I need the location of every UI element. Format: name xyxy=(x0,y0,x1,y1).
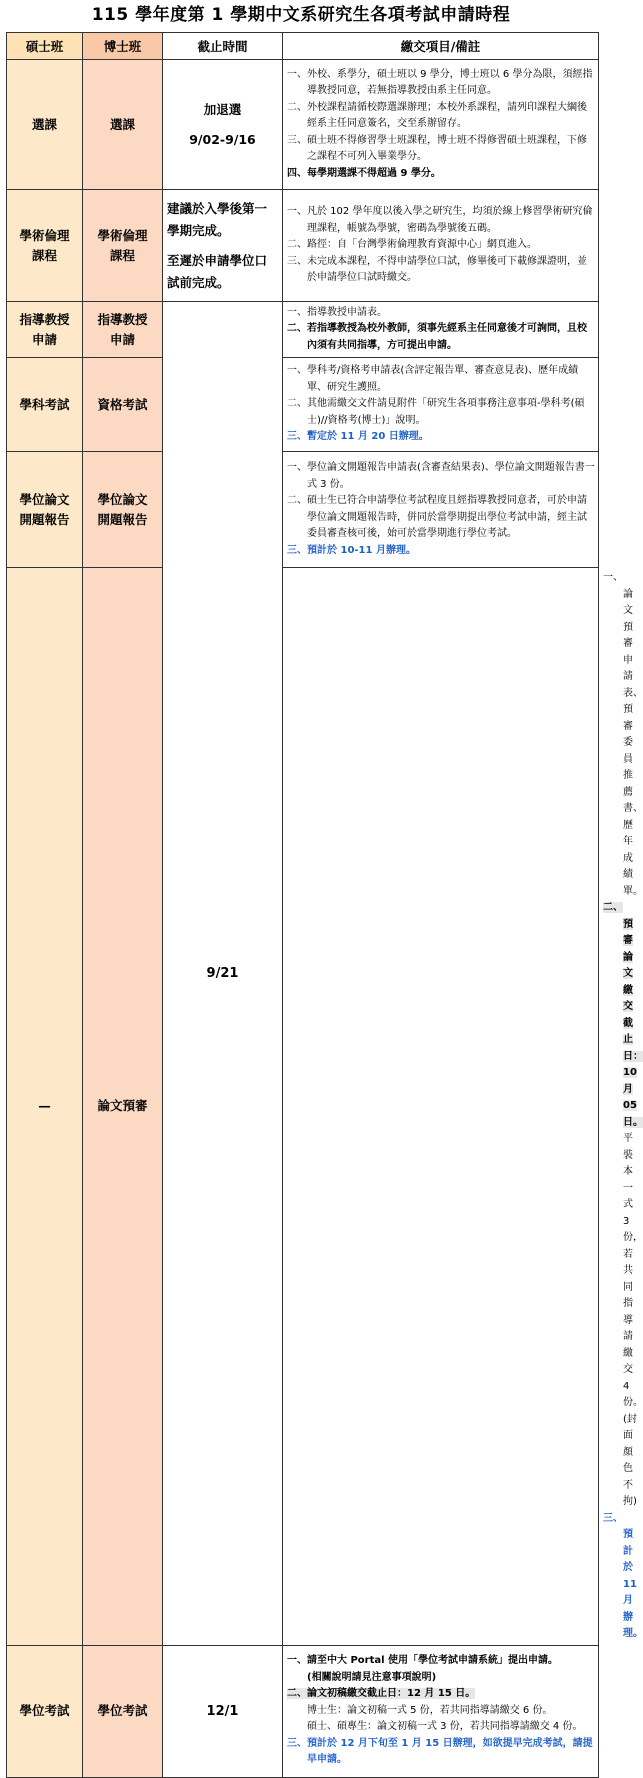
deadline-line: 建議於入學後第一學期完成。 xyxy=(167,200,268,238)
note-item: 三、預計於 11 月辦理。 xyxy=(603,1512,643,1639)
note-item: 二、路徑：自「台灣學術倫理教育資源中心」網頁進入。 xyxy=(287,239,537,251)
notes-cell xyxy=(283,302,599,358)
deadline-line: 至遲於申請學位口試前完成。 xyxy=(167,252,268,290)
phd-cell: 指導教授申請 xyxy=(83,302,163,358)
notes-cell xyxy=(283,60,599,190)
note-item: 一、學科考/資格考申請表(含評定報告單、審查意見表)、歷年成績單、研究生護照。 xyxy=(287,365,579,393)
note-item: 一、外校、系學分，碩士班以 9 學分，博士班以 6 學分為限，須經指導教授同意，若無指導教授由系主任同意。 xyxy=(287,68,593,97)
master-cell: 選課 xyxy=(7,60,83,190)
deadline-cell xyxy=(163,60,283,190)
header-notes: 繳交項目/備註 xyxy=(283,33,599,60)
note-item: 一、學位論文開題報告申請表(含審查結果表)、學位論文開題報告書一式 3 份。 xyxy=(287,462,595,490)
master-cell: — xyxy=(7,568,83,1646)
note-item: 平裝本一式 3 份，若共同指導請繳交 4 份。 (封面顏色不拘) xyxy=(623,1133,643,1507)
table-row-ethics-course xyxy=(7,190,599,302)
note-item: 一、論文預審申請表、預審委員推薦書、歷年成績單。 xyxy=(603,572,643,897)
note-item: 二、若指導教授為校外教師，須事先經系主任同意後才可詢問，且校內須有共同指導，方可提出申請。 xyxy=(287,323,587,351)
deadline-cell-empty xyxy=(283,568,599,1646)
master-cell: 指導教授申請 xyxy=(7,302,83,358)
note-item: 博士生：論文初稿一式 5 份，若共同指導請繳交 6 份。 xyxy=(307,1704,553,1716)
table-row-thesis-prereview xyxy=(7,568,599,1646)
note-item: 二、預審論文繳交截止日：10 月 05 日。 xyxy=(603,902,643,1128)
note-item: 三、預計於 10-11 月辦理。 xyxy=(287,544,416,556)
phd-cell: 資格考試 xyxy=(83,358,163,452)
phd-cell: 論文預審 xyxy=(83,568,163,1646)
note-item: 二、碩士生已符合申請學位考試程度且經指導教授同意者，可於申請學位論文開題報告時，併同於當學期提出學位考試申請，經主試委員審查核可後，始可於當學期進行學位考試。 xyxy=(287,495,587,539)
note-item: (相關說明請見注意事項說明) xyxy=(307,1671,437,1683)
note-item: 一、指導教授申請表。 xyxy=(287,306,387,318)
deadline-line: 加退選 xyxy=(203,101,242,117)
phd-cell: 學位考試 xyxy=(83,1645,163,1777)
note-item: 四、每學期選課不得超過 9 學分。 xyxy=(287,167,441,179)
header-deadline: 截止時間 xyxy=(163,33,283,60)
note-item: 三、暫定於 11 月 20 日辦理。 xyxy=(287,431,429,443)
table-row-degree-exam xyxy=(7,1645,599,1777)
master-cell: 學位論文開題報告 xyxy=(7,452,83,568)
table-row-advisor-application xyxy=(7,302,599,358)
note-item: 二、論文初稿繳交截止日：12 月 15 日。 xyxy=(287,1688,476,1700)
note-item: 三、碩士班不得修習學士班課程，博士班不得修習碩士班課程，下修之課程不可列入畢業學分。 xyxy=(287,134,587,163)
header-master: 碩士班 xyxy=(7,33,83,60)
deadline-line: 9/02-9/16 xyxy=(189,131,256,147)
notes-cell xyxy=(283,190,599,302)
page-title: 115 學年度第 1 學期中文系研究生各項考試申請時程 xyxy=(91,5,511,25)
table-header-row xyxy=(7,33,599,60)
notes-cell xyxy=(283,1645,599,1777)
deadline-cell xyxy=(163,190,283,302)
deadline-cell: 12/1 xyxy=(163,1645,283,1777)
phd-cell: 選課 xyxy=(83,60,163,190)
notes-cell xyxy=(283,452,599,568)
table-row-thesis-proposal xyxy=(7,452,599,568)
note-item: 碩士、碩專生：論文初稿一式 3 份，若共同指導請繳交 4 份。 xyxy=(307,1721,583,1733)
note-item: 三、預計於 12 月下旬至 1 月 15 日辦理，如欲提早完成考試，請提早申請。 xyxy=(287,1737,593,1766)
deadline-cell: 9/21 xyxy=(163,302,283,1646)
master-cell: 學術倫理課程 xyxy=(7,190,83,302)
phd-cell: 學術倫理課程 xyxy=(83,190,163,302)
header-phd: 博士班 xyxy=(83,33,163,60)
phd-cell: 學位論文開題報告 xyxy=(83,452,163,568)
schedule-table xyxy=(6,32,643,1778)
notes-cell xyxy=(283,358,599,452)
table-row-course-selection xyxy=(7,60,599,190)
master-cell: 學科考試 xyxy=(7,358,83,452)
table-row-qualifying-exam xyxy=(7,358,599,452)
note-item: 一、請至中大 Portal 使用「學位考試申請系統」提出申請。 xyxy=(287,1655,559,1667)
note-item: 二、外校課程請循校際選課辦理；本校外系課程，請列印課程大綱後經系主任同意簽名，交至系辦留存。 xyxy=(287,101,587,130)
note-item: 二、其他需繳交文件請見附件「研究生各項事務注意事項-學科考(碩士)//資格考(博士)」說明。 xyxy=(287,398,585,426)
note-item: 一、凡於 102 學年度以後入學之研究生，均須於線上修習學術研究倫理課程，帳號為學號，密碼為學號後五碼。 xyxy=(287,206,593,234)
master-cell: 學位考試 xyxy=(7,1645,83,1777)
note-item: 三、未完成本課程，不得申請學位口試，修畢後可下載修課證明，並於申請學位口試時繳交。 xyxy=(287,255,587,284)
